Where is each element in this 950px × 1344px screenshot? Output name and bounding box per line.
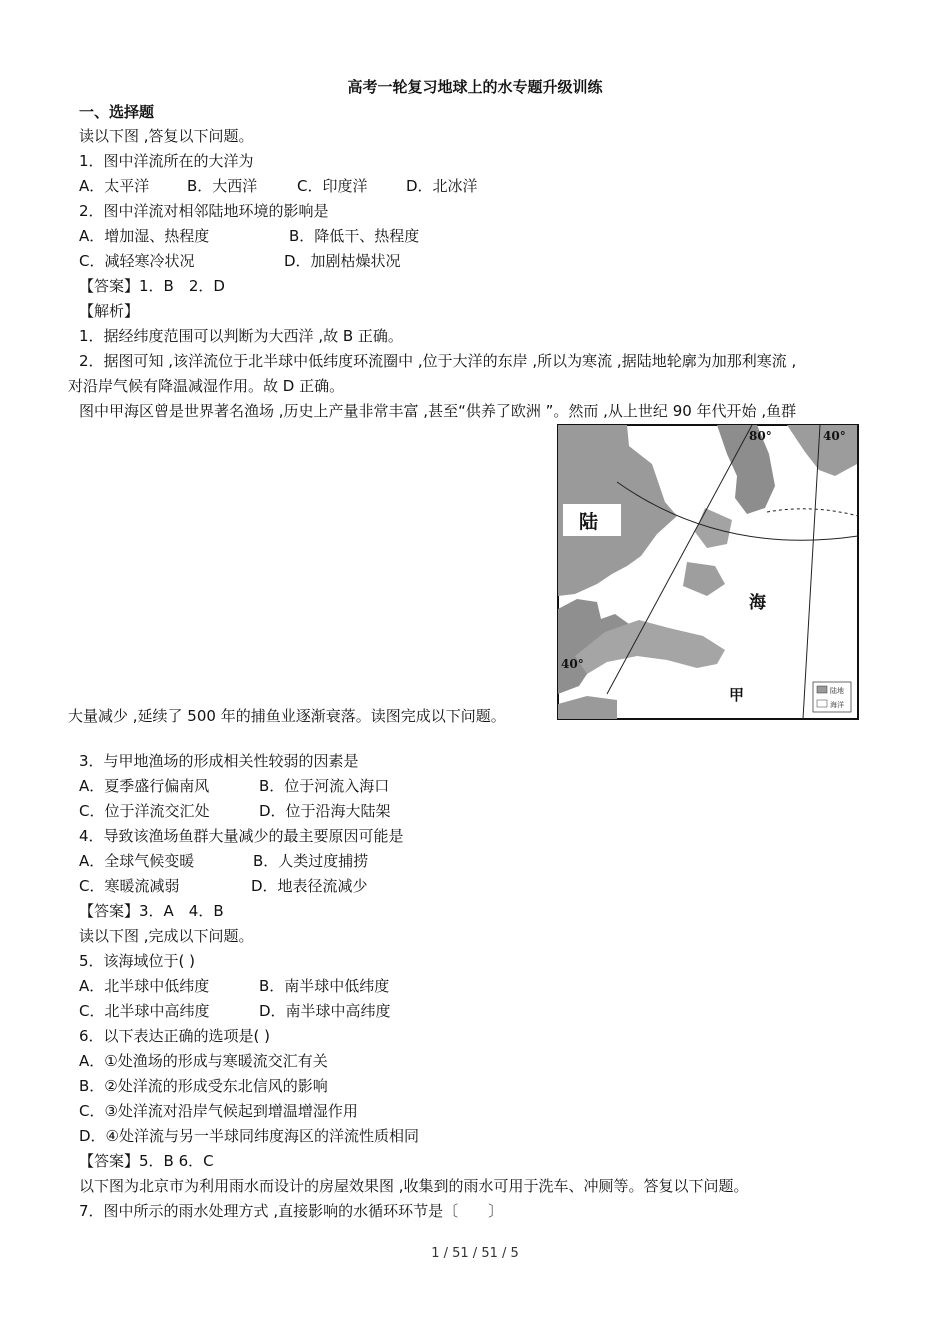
text-line: 读以下图 ,答复以下问题。 [79, 127, 254, 145]
page-title: 高考一轮复习地球上的水专题升级训练 [347, 78, 603, 96]
question-2: 2．图中洋流对相邻陆地环境的影响是 [79, 202, 329, 220]
option-c: C．北半球中高纬度 [79, 1002, 210, 1020]
options-q5-row2 [79, 1001, 391, 1021]
option-d: D．④处洋流与另一半球同纬度海区的洋流性质相同 [79, 1127, 419, 1145]
analysis-heading: 【解析】 [79, 302, 140, 320]
passage-cont: 大量减少 ,延续了 500 年的捕鱼业逐渐衰落。读图完成以下问题。 [68, 707, 506, 725]
option-a: A．①处渔场的形成与寒暖流交汇有关 [79, 1052, 328, 1070]
answer-1-2: 【答案】1．B 2．D [79, 277, 225, 295]
option-b: B．降低干、热程度 [289, 227, 420, 245]
section-heading: 一、选择题 [79, 103, 155, 121]
options-q2-row2 [79, 251, 401, 271]
answer-3-4: 【答案】3．A 4．B [79, 902, 224, 920]
passage-beijing: 以下图为北京市为利用雨水而设计的房屋效果图 ,收集到的雨水可用于洗车、冲厕等。答复以下问题。 [79, 1177, 749, 1195]
text-line: 读以下图 ,完成以下问题。 [79, 927, 254, 945]
option-c: C．③处洋流对沿岸气候起到增温增湿作用 [79, 1102, 358, 1120]
analysis-2: 2．据图可知 ,该洋流位于北半球中低纬度环流圈中 ,位于大洋的东岸 ,所以为寒流 ,据陆地轮廓为加那利寒流 , [79, 352, 797, 370]
option-a: A．太平洋 [79, 177, 150, 195]
options-q5-row1 [79, 976, 389, 996]
options-q4-row2 [79, 876, 368, 896]
page-number: 1 / 51 / 51 / 5 [431, 1246, 519, 1261]
options-q4-row1 [79, 851, 368, 871]
analysis-1: 1．据经纬度范围可以判断为大西洋 ,故 B 正确。 [79, 327, 403, 345]
question-4: 4．导致该渔场鱼群大量减少的最主要原因可能是 [79, 827, 404, 845]
land-label: 陆 [579, 511, 599, 533]
option-b: B．位于河流入海口 [259, 777, 390, 795]
fishery-map [557, 424, 859, 720]
option-b: B．②处洋流的形成受东北信风的影响 [79, 1077, 328, 1095]
question-3: 3．与甲地渔场的形成相关性较弱的因素是 [79, 752, 359, 770]
sea-label: 海 [749, 593, 766, 613]
analysis-2-cont: 对沿岸气候有降温减湿作用。故 D 正确。 [68, 377, 345, 395]
passage-intro: 图中甲海区曾是世界著名渔场 ,历史上产量非常丰富 ,甚至“供养了欧洲 ”。然而 ,从上世纪 90 年代开始 ,鱼群 [79, 402, 797, 420]
option-c: C．印度洋 [297, 177, 368, 195]
options-q3-row1 [79, 776, 389, 796]
jia-label: 甲 [729, 686, 745, 704]
option-b: B．南半球中低纬度 [259, 977, 390, 995]
longitude-40-label: 40° [823, 429, 846, 443]
option-a: A．北半球中低纬度 [79, 977, 210, 995]
option-c: C．位于洋流交汇处 [79, 802, 210, 820]
option-d: D．北冰洋 [406, 177, 478, 195]
option-d: D．加剧枯燥状况 [284, 252, 401, 270]
answer-5-6: 【答案】5．B 6．C [79, 1152, 214, 1170]
question-5: 5．该海域位于( ) [79, 952, 196, 970]
question-7: 7．图中所示的雨水处理方式 ,直接影响的水循环环节是〔 〕 [79, 1202, 504, 1220]
option-a: A．全球气候变暖 [79, 852, 195, 870]
options-q3-row2 [79, 801, 391, 821]
option-d: D．地表径流减少 [251, 877, 368, 895]
option-d: D．位于沿海大陆架 [259, 802, 391, 820]
options-q1 [79, 176, 478, 196]
longitude-80-label: 80° [749, 429, 772, 443]
option-b: B．大西洋 [187, 177, 258, 195]
option-d: D．南半球中高纬度 [259, 1002, 391, 1020]
option-b: B．人类过度捕捞 [253, 852, 369, 870]
options-q2-row1 [79, 226, 419, 246]
latitude-40-label: 40° [561, 657, 584, 671]
legend-land: 陆地 [830, 687, 844, 695]
option-a: A．夏季盛行偏南风 [79, 777, 210, 795]
question-6: 6．以下表达正确的选项是( ) [79, 1027, 271, 1045]
option-c: C．寒暖流减弱 [79, 877, 180, 895]
option-a: A．增加湿、热程度 [79, 227, 210, 245]
option-c: C．减轻寒冷状况 [79, 252, 195, 270]
legend-sea: 海洋 [830, 701, 844, 709]
question-1: 1．图中洋流所在的大洋为 [79, 152, 254, 170]
